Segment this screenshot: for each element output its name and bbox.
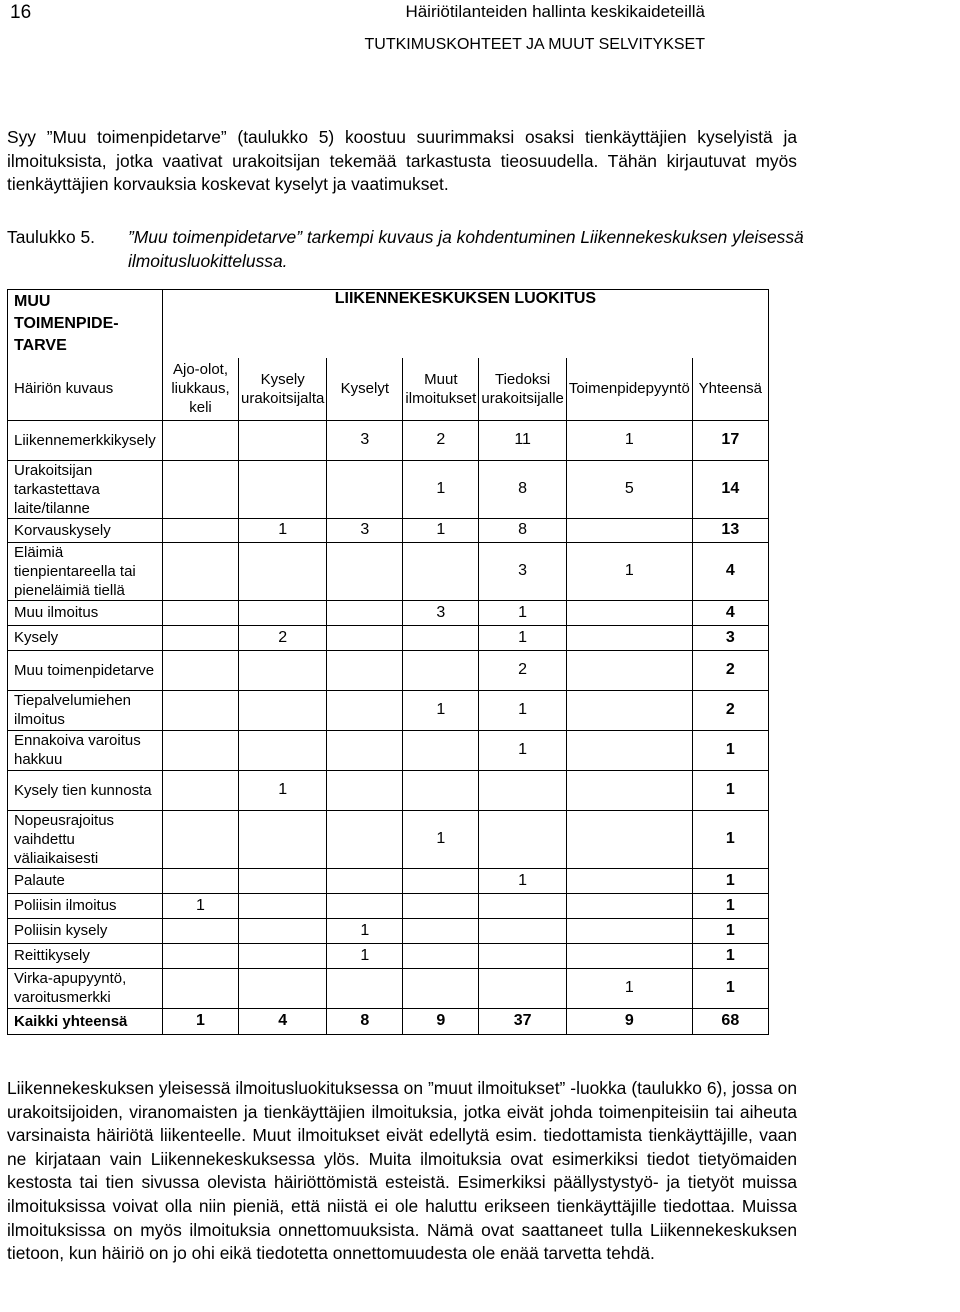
row-label: Kysely tien kunnosta — [8, 770, 163, 810]
row-total-cell: 1 — [692, 770, 768, 810]
table-row — [8, 918, 769, 943]
table-cell — [566, 625, 692, 650]
table-cell: 1 — [479, 600, 567, 625]
column-header: Tiedoksi urakoitsijalle — [479, 358, 567, 420]
row-label: Virka-apupyyntö, varoitusmerkki — [8, 968, 163, 1008]
running-header-subtitle: TUTKIMUSKOHTEET JA MUUT SELVITYKSET — [364, 36, 705, 53]
row-total-cell: 1 — [692, 868, 768, 893]
page-number: 16 — [10, 2, 32, 23]
table-cell — [163, 518, 239, 542]
table-cell — [327, 600, 403, 625]
table-cell — [239, 918, 327, 943]
row-total-cell: 17 — [692, 420, 768, 460]
table-cell — [566, 730, 692, 770]
column-header: Muut ilmoitukset — [403, 358, 479, 420]
table-cell — [403, 893, 479, 918]
table-cell — [327, 625, 403, 650]
table-caption — [7, 226, 808, 273]
table-cell — [327, 542, 403, 600]
table-cell — [327, 810, 403, 868]
table-cell — [403, 625, 479, 650]
table-cell — [479, 968, 567, 1008]
total-cell: 8 — [327, 1008, 403, 1034]
table-cell — [239, 968, 327, 1008]
table-cell — [239, 420, 327, 460]
table-cell: 1 — [239, 770, 327, 810]
row-total-cell: 3 — [692, 625, 768, 650]
table-cell — [566, 943, 692, 968]
table-cell — [327, 650, 403, 690]
table-body — [8, 420, 769, 1034]
table-cell: 3 — [479, 542, 567, 600]
table-cell — [163, 730, 239, 770]
table-cell: 1 — [403, 690, 479, 730]
table-cell — [566, 893, 692, 918]
table-cell: 1 — [403, 810, 479, 868]
table-cell — [327, 868, 403, 893]
table-cell: 1 — [479, 625, 567, 650]
table-cell — [239, 810, 327, 868]
total-cell: 9 — [566, 1008, 692, 1034]
table-cell — [163, 600, 239, 625]
table-cell — [163, 943, 239, 968]
row-total-cell: 13 — [692, 518, 768, 542]
table-cell: 2 — [239, 625, 327, 650]
row-label: Korvauskysely — [8, 518, 163, 542]
column-header: Toimenpidepyyntö — [566, 358, 692, 420]
table-corner-title: MUU TOIMENPIDE-TARVE — [8, 290, 163, 359]
table-cell — [239, 730, 327, 770]
table-row — [8, 460, 769, 518]
table-caption-text: ”Muu toimenpidetarve” tarkempi kuvaus ja kohdentuminen Liikennekeskuksen yleisessä ilmoitusluokittelussa. — [128, 227, 804, 271]
row-total-cell: 1 — [692, 730, 768, 770]
table-cell: 3 — [327, 518, 403, 542]
table-cell — [239, 460, 327, 518]
table-row — [8, 650, 769, 690]
total-cell: 4 — [239, 1008, 327, 1034]
table-cell: 1 — [479, 730, 567, 770]
table-row — [8, 943, 769, 968]
table-cell — [163, 420, 239, 460]
table-cell — [163, 460, 239, 518]
row-label: Reittikysely — [8, 943, 163, 968]
row-total-cell: 1 — [692, 893, 768, 918]
table-cell — [163, 690, 239, 730]
row-label: Liikennemerkkikysely — [8, 420, 163, 460]
table-cell: 3 — [403, 600, 479, 625]
row-label: Poliisin kysely — [8, 918, 163, 943]
table-cell — [163, 625, 239, 650]
row-total-cell: 1 — [692, 918, 768, 943]
row-total-cell: 4 — [692, 542, 768, 600]
table-cell — [163, 650, 239, 690]
table-cell — [327, 893, 403, 918]
row-label: Kysely — [8, 625, 163, 650]
table-cell — [403, 542, 479, 600]
column-header: Kysely urakoitsijalta — [239, 358, 327, 420]
row-total-cell: 2 — [692, 690, 768, 730]
table-cell — [163, 810, 239, 868]
table-row — [8, 968, 769, 1008]
table-cell — [566, 770, 692, 810]
table-cell — [327, 730, 403, 770]
row-label: Ennakoiva varoitus hakkuu — [8, 730, 163, 770]
table-cell: 1 — [163, 893, 239, 918]
total-cell: 68 — [692, 1008, 768, 1034]
table-cell — [327, 770, 403, 810]
table-cell — [327, 968, 403, 1008]
total-cell: 9 — [403, 1008, 479, 1034]
table-cell: 5 — [566, 460, 692, 518]
table-row — [8, 770, 769, 810]
table-cell — [479, 810, 567, 868]
table-cell — [163, 868, 239, 893]
table-cell — [566, 868, 692, 893]
table-cell — [163, 542, 239, 600]
table-cell — [403, 868, 479, 893]
table-cell — [566, 600, 692, 625]
table-cell: 8 — [479, 460, 567, 518]
table-cell — [163, 770, 239, 810]
table-cell: 8 — [479, 518, 567, 542]
closing-paragraph: Liikennekeskuksen yleisessä ilmoitusluokituksessa on ”muut ilmoitukset” -luokka (taulukko 6), jossa on urakoitsijoiden, viranomaisten ja tienkäyttäjien ilmoituksia, jotka eivät johda toimenpiteisiin tai aiheuta varsinaista häiriötä liikenteelle. Muut ilmoitukset eivät edellytä esim. tiedottamista tienkäyttäjille, vaan ne kirjataan vain Liikennekeskuksessa ylös. Muita ilmoituksia ovat esimerkiksi tiedot tietyömaiden kestosta tai tien sivussa olevista häiriöttömistä esteistä. Esimerkiksi päällystystyö- ja tietyöt muissa ilmoituksissa voivat olla niin pieniä, että niistä ei ole haluttu erikseen tienkäyttäjille tiedottaa. Muissa ilmoituksissa on myös ilmoituksia onnettomuuksista. Nämä ovat saattaneet tulla Liikennekeskuksen tietoon, kun häiriö on jo ohi eikä tiedotetta onnettomuudesta ole enää tarvetta tehdä. — [7, 1078, 797, 1264]
table-cell — [163, 968, 239, 1008]
table-cell — [566, 918, 692, 943]
table-cell — [163, 918, 239, 943]
table-cell: 1 — [566, 968, 692, 1008]
table-cell: 1 — [239, 518, 327, 542]
column-header: Kyselyt — [327, 358, 403, 420]
running-header-title: Häiriötilanteiden hallinta keskikaideteillä — [405, 2, 705, 21]
table-cell — [239, 868, 327, 893]
table-row — [8, 730, 769, 770]
table-cell: 1 — [327, 918, 403, 943]
table-row — [8, 810, 769, 868]
table-caption-label: Taulukko 5. — [7, 227, 95, 247]
table-row — [8, 420, 769, 460]
table-corner-subtitle: Häiriön kuvaus — [8, 358, 163, 420]
table-cell — [327, 690, 403, 730]
row-total-cell: 1 — [692, 943, 768, 968]
table-row — [8, 868, 769, 893]
table-row — [8, 600, 769, 625]
table-row — [8, 625, 769, 650]
table-cell — [403, 918, 479, 943]
table-cell — [479, 893, 567, 918]
table-cell — [239, 943, 327, 968]
table-cell: 1 — [327, 943, 403, 968]
table-cell — [239, 893, 327, 918]
column-header: Yhteensä — [692, 358, 768, 420]
row-total-cell: 14 — [692, 460, 768, 518]
row-label: Eläimiä tienpientareella tai pieneläimiä tiellä — [8, 542, 163, 600]
table-row — [8, 893, 769, 918]
table-cell — [566, 690, 692, 730]
table-cell — [239, 650, 327, 690]
column-header: Ajo-olot, liukkaus, keli — [163, 358, 239, 420]
table-cell — [566, 518, 692, 542]
table-cell: 1 — [479, 690, 567, 730]
table-cell: 1 — [566, 420, 692, 460]
row-total-cell: 1 — [692, 968, 768, 1008]
table-row — [8, 690, 769, 730]
table-row — [8, 518, 769, 542]
table-cell — [566, 810, 692, 868]
table-cell — [403, 943, 479, 968]
total-cell: 1 — [163, 1008, 239, 1034]
table-cell: 2 — [403, 420, 479, 460]
row-label: Urakoitsijan tarkastettava laite/tilanne — [8, 460, 163, 518]
classification-table — [7, 289, 769, 1035]
row-label: Muu ilmoitus — [8, 600, 163, 625]
table-cell — [239, 600, 327, 625]
row-total-cell: 4 — [692, 600, 768, 625]
row-label: Tiepalvelumiehen ilmoitus — [8, 690, 163, 730]
table-cell — [239, 542, 327, 600]
row-total-cell: 2 — [692, 650, 768, 690]
table-group-header: LIIKENNEKESKUKSEN LUOKITUS — [163, 290, 769, 359]
table-cell — [403, 770, 479, 810]
table-cell — [479, 943, 567, 968]
table-cell — [479, 770, 567, 810]
total-row-label: Kaikki yhteensä — [8, 1008, 163, 1034]
table-cell — [239, 690, 327, 730]
table-cell: 11 — [479, 420, 567, 460]
table-cell: 1 — [566, 542, 692, 600]
table-cell: 3 — [327, 420, 403, 460]
table-cell: 1 — [403, 460, 479, 518]
table-row — [8, 542, 769, 600]
row-label: Nopeusrajoitus vaihdettu väliaikaisesti — [8, 810, 163, 868]
intro-paragraph: Syy ”Muu toimenpidetarve” (taulukko 5) koostuu suurimmaksi osaksi tienkäyttäjien kyselyistä ja ilmoituksista, jotka vaativat urakoitsijan tekemää tarkastusta tieosuudella. Tähän kirjautuvat myös tienkäyttäjien korvauksia koskevat kyselyt ja vaatimukset. — [7, 127, 797, 195]
row-label: Poliisin ilmoitus — [8, 893, 163, 918]
table-total-row — [8, 1008, 769, 1034]
table-cell: 1 — [479, 868, 567, 893]
total-cell: 37 — [479, 1008, 567, 1034]
table-cell — [327, 460, 403, 518]
table-cell — [403, 650, 479, 690]
table-cell — [479, 918, 567, 943]
row-label: Muu toimenpidetarve — [8, 650, 163, 690]
table-cell: 1 — [403, 518, 479, 542]
table-cell — [566, 650, 692, 690]
table-cell: 2 — [479, 650, 567, 690]
row-total-cell: 1 — [692, 810, 768, 868]
row-label: Palaute — [8, 868, 163, 893]
table-cell — [403, 730, 479, 770]
table-cell — [403, 968, 479, 1008]
